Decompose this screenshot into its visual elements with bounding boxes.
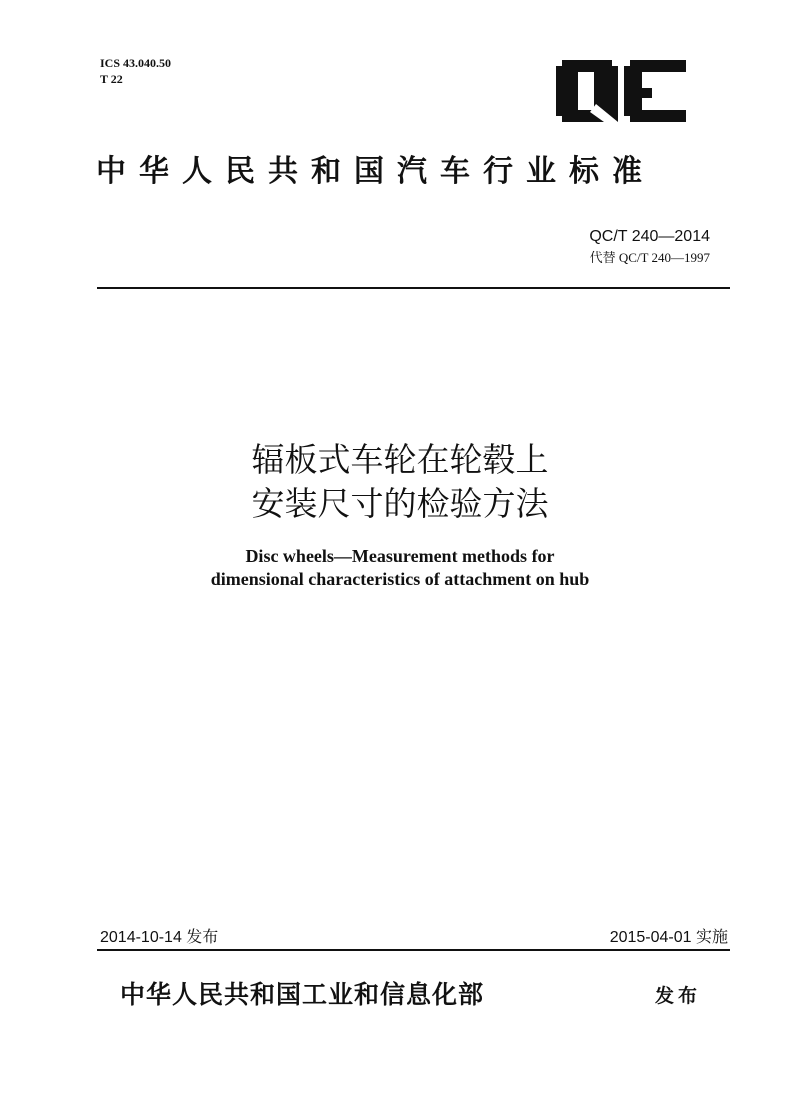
title-cn-line-2: 安装尺寸的检验方法 bbox=[251, 484, 549, 523]
issue-date: 2014-10-14 发布 bbox=[100, 929, 219, 946]
bottom-divider bbox=[97, 949, 730, 951]
replaced-standard: 代替 QC/T 240—1997 bbox=[589, 250, 710, 265]
document-title-en bbox=[100, 545, 700, 591]
title-en-line-2: dimensional characteristics of attachment on hub bbox=[210, 569, 590, 589]
implementation-date: 2015-04-01 实施 bbox=[609, 929, 728, 946]
industry-standard-title: 中华人民共和国汽车行业标准 bbox=[96, 154, 655, 189]
publisher-name: 中华人民共和国工业和信息化部 bbox=[120, 980, 485, 1009]
publish-label: 发布 bbox=[655, 985, 702, 1007]
qc-logo bbox=[556, 60, 686, 122]
ics-code-block bbox=[100, 55, 171, 87]
title-en-line-1: Disc wheels—Measurement methods for bbox=[245, 546, 555, 566]
classification-code: T 22 bbox=[100, 72, 123, 86]
standard-number: QC/T 240—2014 bbox=[589, 228, 710, 245]
top-divider bbox=[97, 287, 730, 289]
title-cn-line-1: 辐板式车轮在轮毂上 bbox=[251, 440, 549, 479]
ics-code: ICS 43.040.50 bbox=[100, 56, 172, 70]
document-title-cn bbox=[100, 438, 700, 526]
